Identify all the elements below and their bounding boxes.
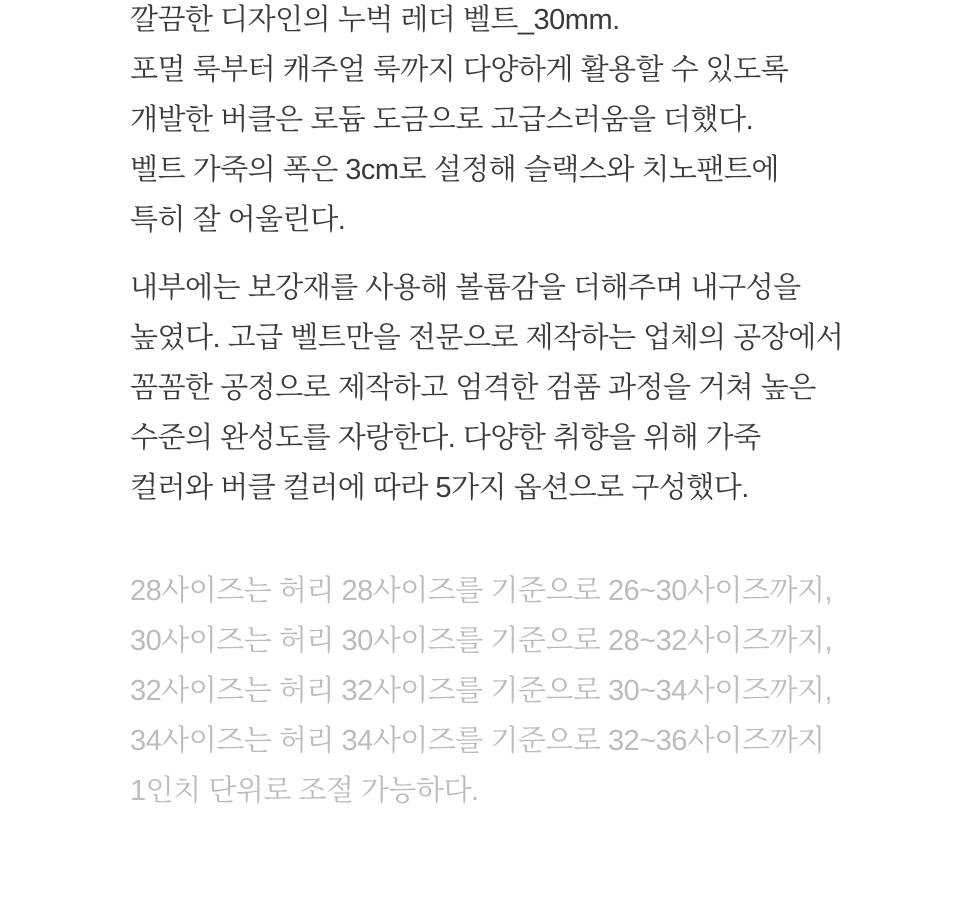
paragraph-quality <box>130 263 900 513</box>
text-line: 1인치 단위로 조절 가능하다. <box>130 775 479 807</box>
text-line: 높였다. 고급 벨트만을 전문으로 제작하는 업체의 공장에서 <box>130 322 844 354</box>
text-line: 컬러와 버클 컬러에 따라 5가지 옵션으로 구성했다. <box>130 472 749 504</box>
text-line: 개발한 버클은 로듐 도금으로 고급스러움을 더했다. <box>130 104 754 136</box>
text-line: 꼼꼼한 공정으로 제작하고 엄격한 검품 과정을 거쳐 높은 <box>130 372 816 404</box>
paragraph-intro <box>130 0 900 245</box>
text-line: 32사이즈는 허리 32사이즈를 기준으로 30~34사이즈까지, <box>130 675 833 707</box>
text-line: 깔끔한 디자인의 누벅 레더 벨트_30mm. <box>130 4 620 36</box>
text-line: 30사이즈는 허리 30사이즈를 기준으로 28~32사이즈까지, <box>130 625 833 657</box>
text-line: 내부에는 보강재를 사용해 볼륨감을 더해주며 내구성을 <box>130 272 801 304</box>
description-content <box>130 0 900 816</box>
text-line: 수준의 완성도를 자랑한다. 다양한 취향을 위해 가죽 <box>130 422 761 454</box>
text-line: 벨트 가죽의 폭은 3cm로 설정해 슬랙스와 치노팬트에 <box>130 154 779 186</box>
paragraph-size-guide <box>130 566 900 816</box>
text-line: 포멀 룩부터 캐주얼 룩까지 다양하게 활용할 수 있도록 <box>130 54 789 86</box>
text-line: 특히 잘 어울린다. <box>130 204 346 236</box>
text-line: 34사이즈는 허리 34사이즈를 기준으로 32~36사이즈까지 <box>130 725 825 757</box>
text-line: 28사이즈는 허리 28사이즈를 기준으로 26~30사이즈까지, <box>130 575 833 607</box>
